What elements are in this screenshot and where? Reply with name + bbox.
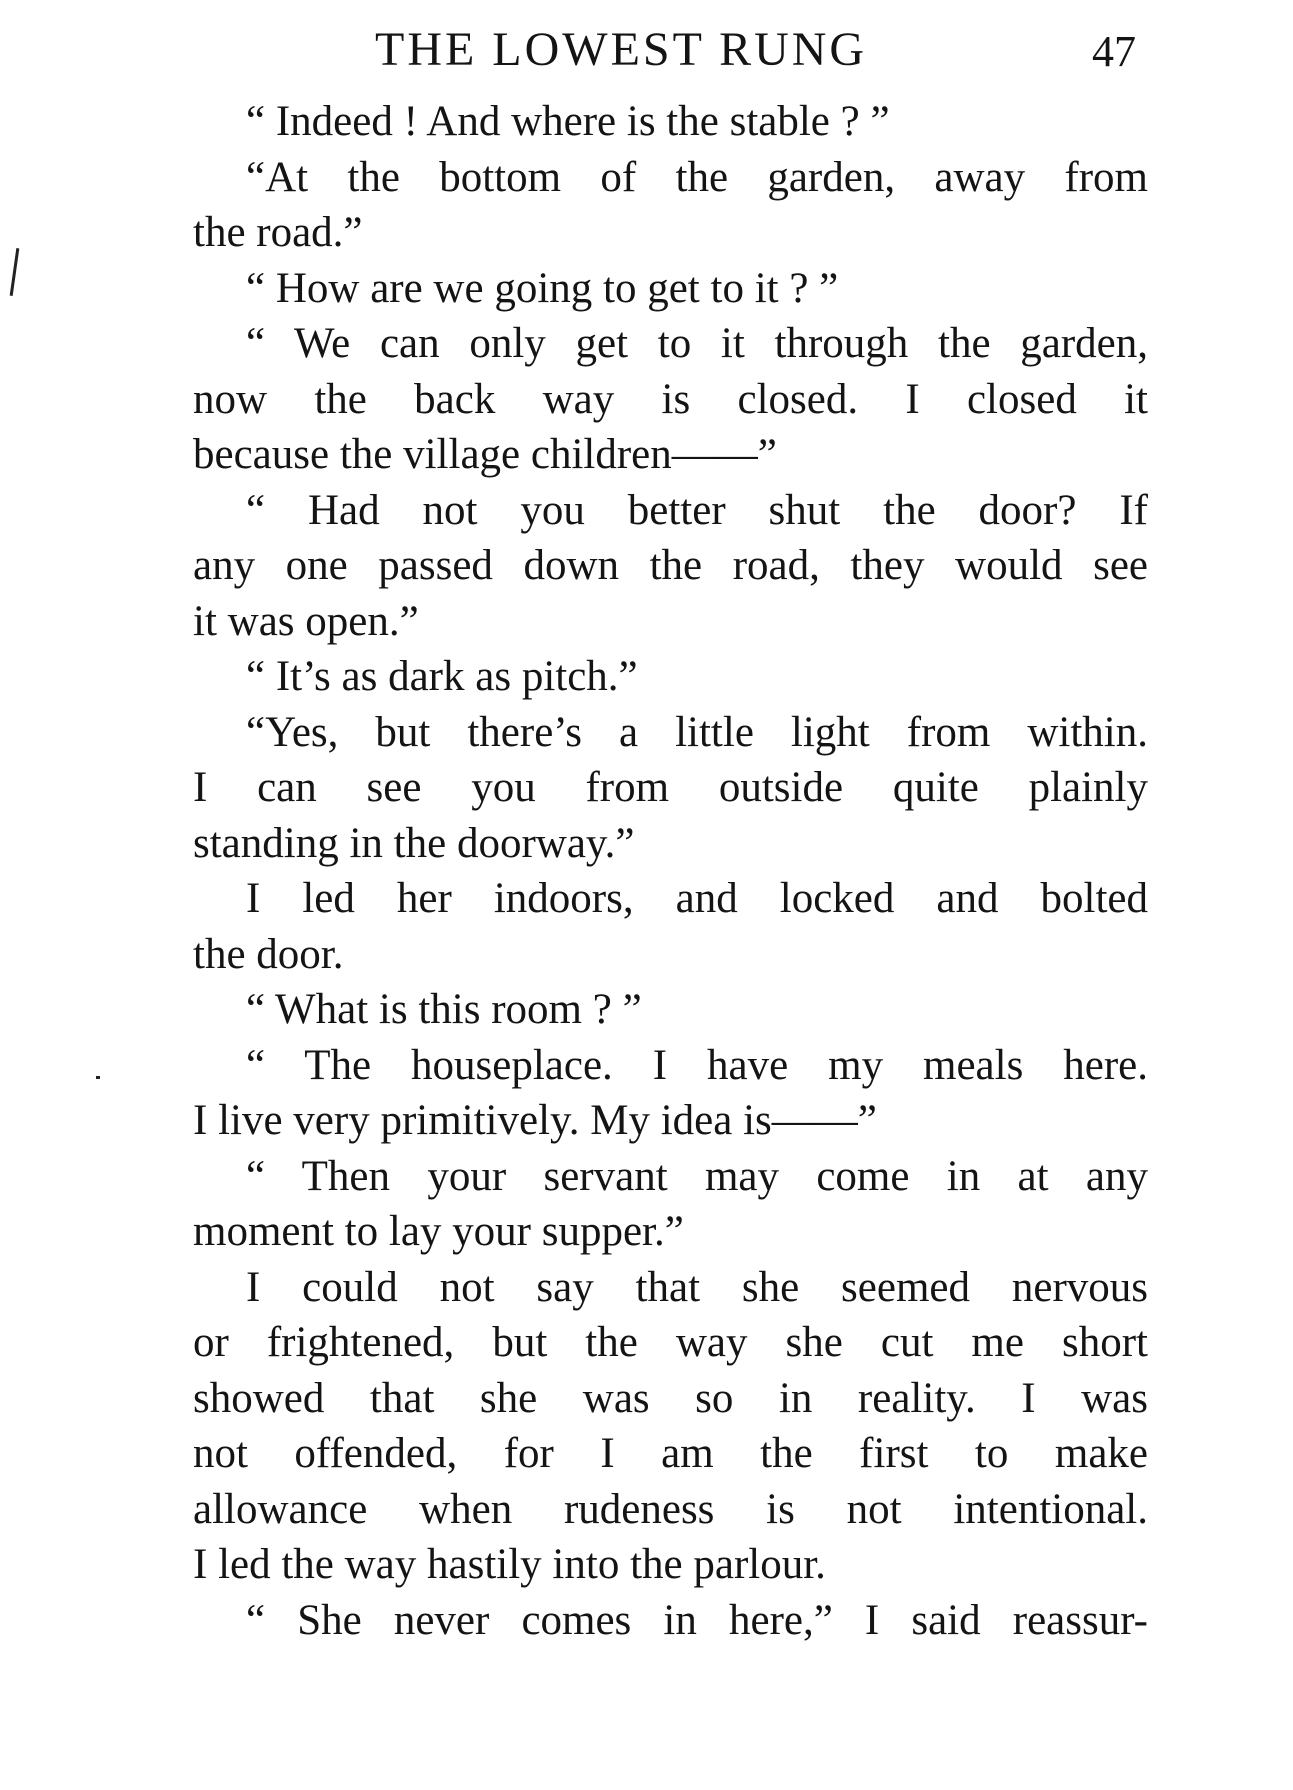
- text-line: “ Indeed ! And where is the stable ? ”: [246, 98, 890, 145]
- text-line: moment to lay your supper.”: [193, 1208, 684, 1255]
- text-line: I can see you from outside quite plainly: [193, 764, 1148, 811]
- text-line: “ It’s as dark as pitch.”: [246, 653, 638, 700]
- running-title: THE LOWEST RUNG: [375, 23, 868, 76]
- text-line: any one passed down the road, they would see: [193, 542, 1148, 589]
- text-line: “ The houseplace. I have my meals here.: [246, 1041, 1148, 1089]
- text-line: or frightened, but the way she cut me short: [193, 1319, 1148, 1366]
- text-line: I led the way hastily into the parlour.: [193, 1541, 826, 1588]
- body-text: [193, 94, 1148, 1648]
- text-line: the door.: [193, 930, 344, 978]
- text-line: I live very primitively. My idea is——”: [193, 1097, 877, 1144]
- margin-pencil-mark: [10, 248, 20, 296]
- text-line: “At the bottom of the garden, away from: [246, 153, 1148, 201]
- text-line: standing in the doorway.”: [193, 819, 635, 867]
- text-line: “ She never comes in here,” I said reassur-: [246, 1596, 1148, 1644]
- page-number: 47: [1092, 27, 1136, 76]
- text-line: “ How are we going to get to it ? ”: [246, 264, 839, 312]
- text-line: “ We can only get to it through the garden,: [246, 320, 1148, 367]
- margin-speck: [96, 1076, 100, 1079]
- text-line: now the back way is closed. I closed it: [193, 375, 1148, 423]
- text-line: allowance when rudeness is not intentional.: [193, 1485, 1148, 1533]
- text-line: I could not say that she seemed nervous: [246, 1263, 1148, 1311]
- text-line: I led her indoors, and locked and bolted: [246, 875, 1148, 922]
- text-line: “Yes, but there’s a little light from within.: [246, 708, 1148, 756]
- text-line: it was open.”: [193, 597, 419, 645]
- running-head: [0, 22, 1293, 82]
- text-line: not offended, for I am the first to make: [193, 1430, 1148, 1477]
- text-line: “ Then your servant may come in at any: [246, 1152, 1148, 1200]
- text-line: showed that she was so in reality. I was: [193, 1374, 1148, 1422]
- text-line: “ Had not you better shut the door? If: [246, 486, 1148, 534]
- text-line: “ What is this room ? ”: [246, 986, 642, 1033]
- text-line: the road.”: [193, 209, 363, 256]
- text-line: because the village children——”: [193, 431, 777, 478]
